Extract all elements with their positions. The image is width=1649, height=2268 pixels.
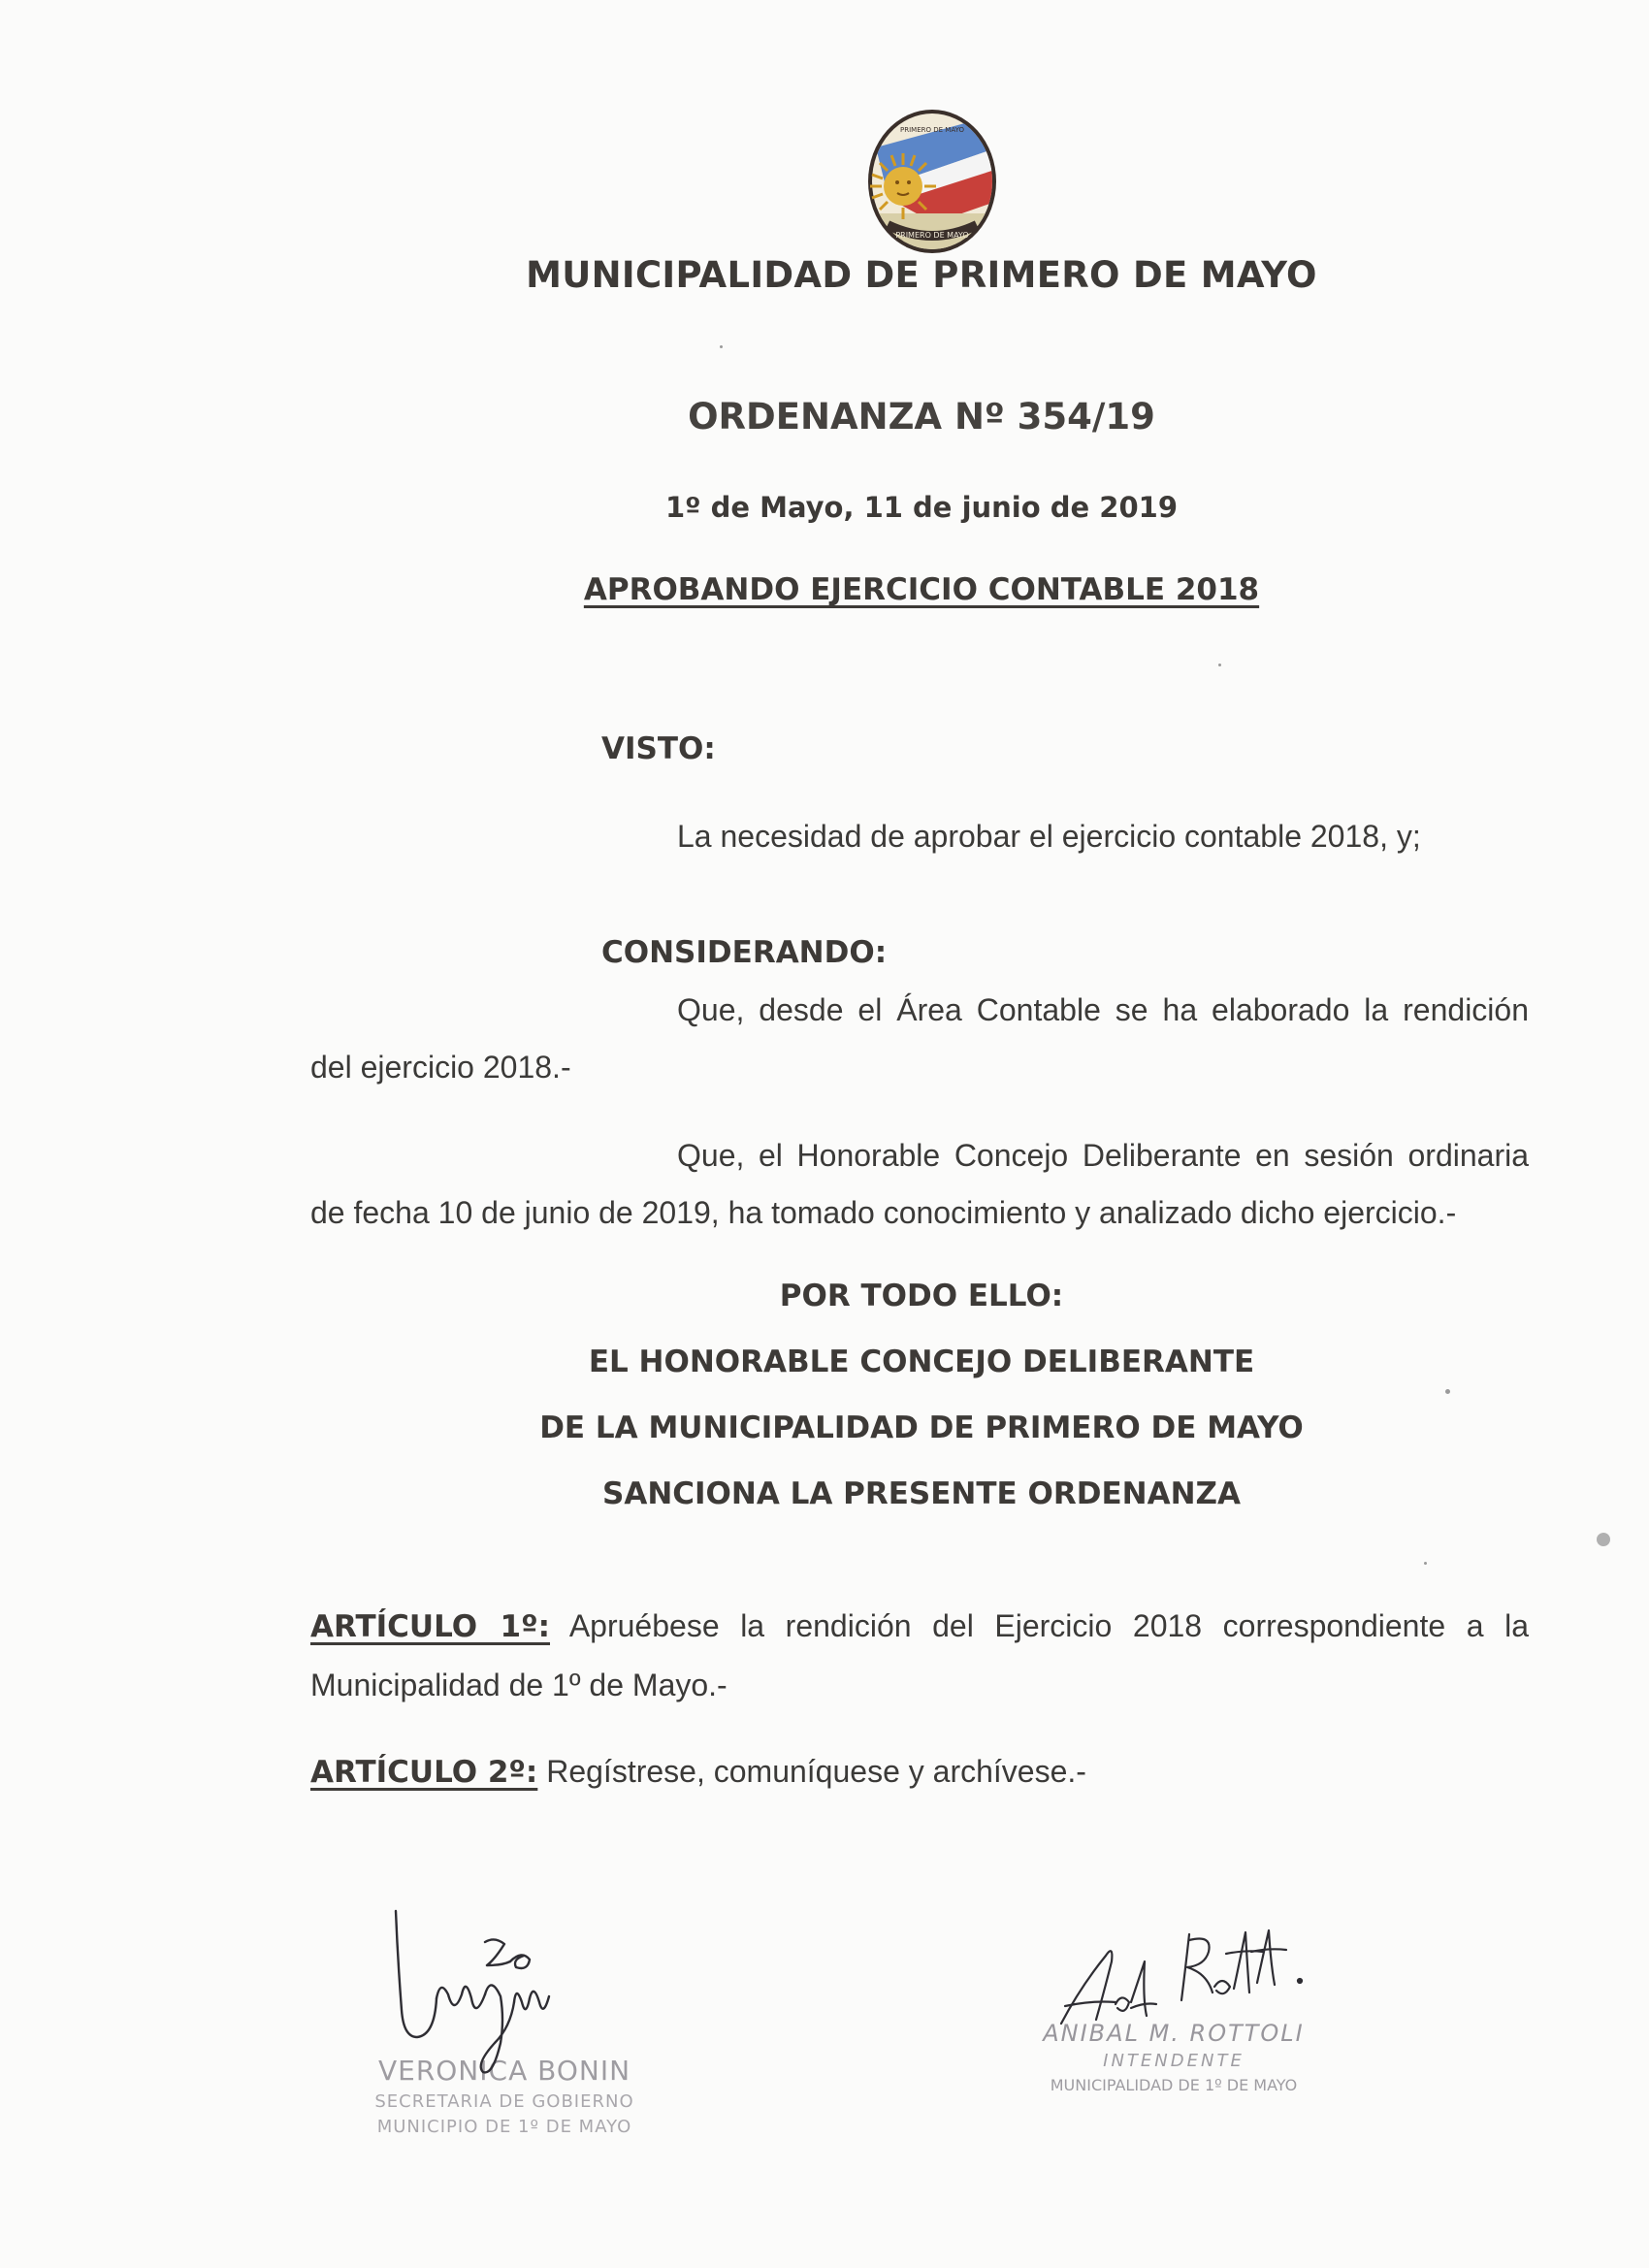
scan-speck	[1424, 1562, 1427, 1565]
scan-speck	[1597, 1533, 1610, 1546]
scan-speck	[720, 345, 723, 348]
visto-text: La necesidad de aprobar el ejercicio contable 2018, y;	[677, 819, 1421, 854]
paragraph-first-line: Que, el Honorable Concejo Deliberante en sesión ordinaria	[677, 1138, 1529, 1173]
stamp-office: MUNICIPIO DE 1º DE MAYO	[376, 2117, 632, 2137]
handwritten-signature-left	[359, 1901, 650, 2144]
resolution-line: SANCIONA LA PRESENTE ORDENANZA	[602, 1476, 1241, 1511]
considerando-heading: CONSIDERANDO:	[601, 935, 888, 970]
article-label: ARTÍCULO 2º:	[310, 1755, 538, 1790]
municipal-seal-icon	[866, 109, 998, 254]
article-first-line	[310, 1597, 1529, 1656]
stamp-name: ANIBAL M. ROTTOLI	[1043, 2020, 1305, 2047]
considerando-paragraph	[310, 1127, 1529, 1242]
article-1	[310, 1597, 1529, 1714]
stamp-office: MUNICIPALIDAD DE 1º DE MAYO	[1050, 2076, 1298, 2094]
visto-heading: VISTO:	[601, 731, 716, 766]
article-label: ARTÍCULO 1º:	[310, 1609, 551, 1644]
scan-speck	[1445, 1389, 1450, 1394]
stamp-name: VERONICA BONIN	[377, 2055, 631, 2087]
scan-speck	[1218, 664, 1221, 666]
article-text: Apruébese la rendición del Ejercicio 2018 correspondiente a la	[568, 1608, 1529, 1643]
article-2	[310, 1742, 1529, 1801]
stamp-role: INTENDENTE	[1103, 2051, 1245, 2071]
svg-text:PRIMERO DE MAYO: PRIMERO DE MAYO	[895, 231, 969, 240]
signature-block-right	[1009, 1911, 1339, 2105]
svg-text:PRIMERO DE MAYO: PRIMERO DE MAYO	[900, 126, 964, 134]
considerando-paragraph	[310, 982, 1529, 1096]
signature-block-left	[359, 1901, 650, 2144]
paragraph-continuation: de fecha 10 de junio de 2019, ha tomado conocimiento y analizado dicho ejercicio.-	[310, 1195, 1457, 1230]
article-text-continuation: Municipalidad de 1º de Mayo.-	[310, 1668, 728, 1702]
paragraph-continuation: del ejercicio 2018.-	[310, 1050, 571, 1085]
ordinance-date: 1º de Mayo, 11 de junio de 2019	[664, 491, 1179, 524]
ordinance-number: ORDENANZA Nº 354/19	[688, 396, 1155, 437]
resolution-line: EL HONORABLE CONCEJO DELIBERANTE	[588, 1345, 1255, 1379]
page-title: MUNICIPALIDAD DE PRIMERO DE MAYO	[526, 254, 1317, 296]
stamp-role: SECRETARIA DE GOBIERNO	[374, 2091, 634, 2112]
article-text: Regístrese, comuníquese y archívese.-	[546, 1754, 1086, 1789]
ordinance-subject: APROBANDO EJERCICIO CONTABLE 2018	[583, 572, 1260, 607]
handwritten-signature-right	[1009, 1911, 1339, 2105]
resolution-line: POR TODO ELLO:	[779, 1279, 1064, 1313]
paragraph-first-line: Que, desde el Área Contable se ha elaborado la rendición	[677, 992, 1529, 1027]
resolution-line: DE LA MUNICIPALIDAD DE PRIMERO DE MAYO	[539, 1410, 1304, 1445]
